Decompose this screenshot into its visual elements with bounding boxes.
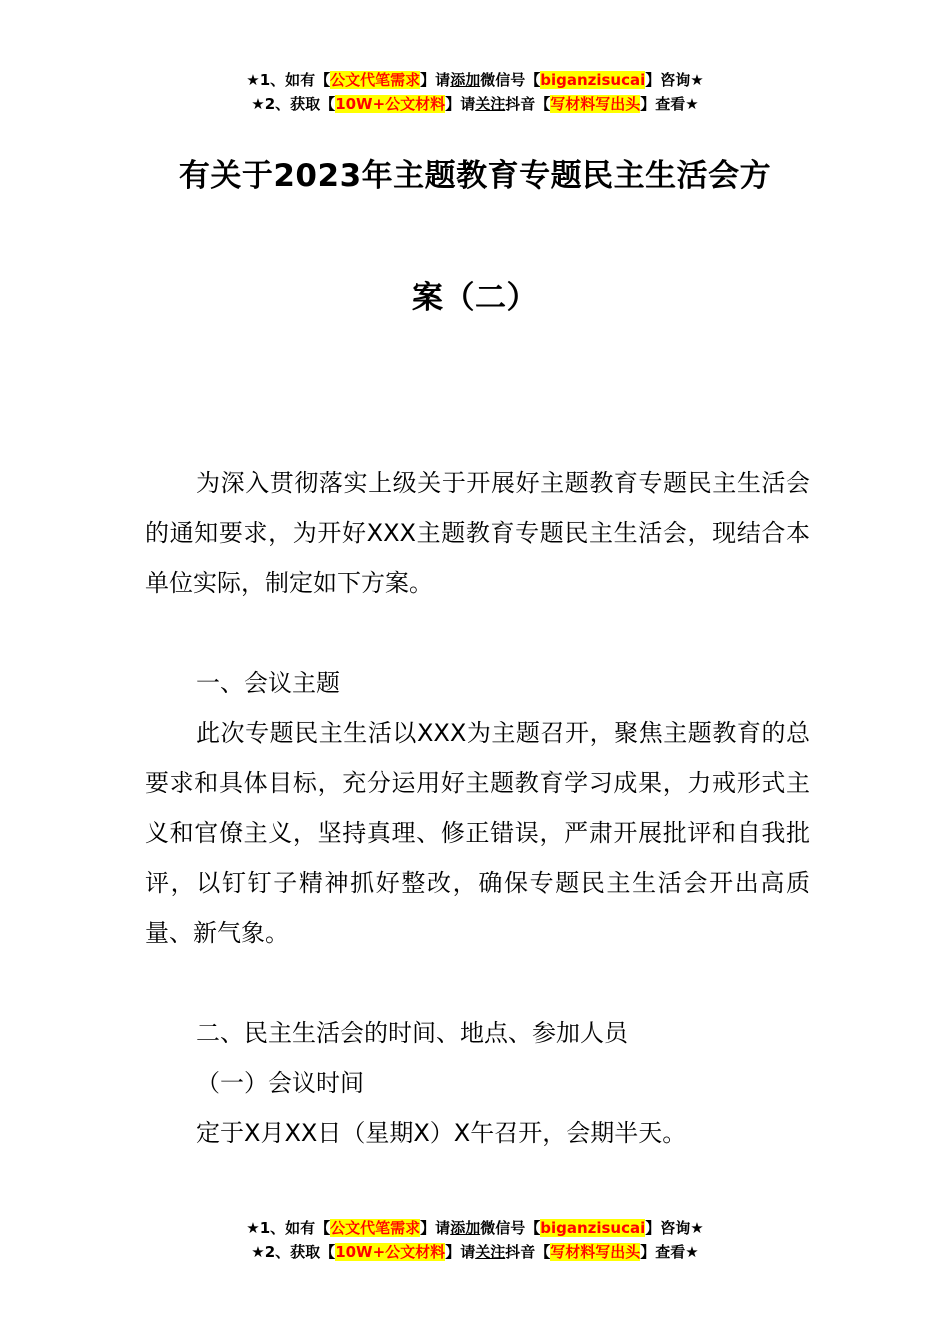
promo-line-2 (0, 92, 950, 116)
promo-highlight: 公文代笔需求 (330, 71, 421, 89)
promo-highlight: 写材料写出头 (550, 95, 641, 113)
promo-text: 】请 (445, 1243, 476, 1261)
section-1-paragraph: 此次专题民主生活以XXX为主题召开，聚焦主题教育的总要求和具体目标，充分运用好主题教育学习成果，力戒形式主义和官僚主义，坚持真理、修正错误，严肃开展批评和自我批评，以钉钉子精神抓好整改，确保专题民主生活会开出高质量、新气象。 (145, 719, 810, 947)
promo-text: 】请 (445, 95, 476, 113)
promo-text: ★1、如有【 (246, 1219, 331, 1237)
promo-underlined: 添加 (450, 71, 481, 89)
promo-text: ★2、获取【 (251, 95, 336, 113)
promo-text: 微信号【 (480, 1219, 541, 1237)
promo-text: ★2、获取【 (251, 1243, 336, 1261)
document-title-line-1: 有关于2023年主题教育专题民主生活会方 (178, 158, 772, 194)
promo-highlight: 10W+公文材料 (335, 95, 446, 113)
promo-text: 】咨询★ (645, 71, 704, 89)
promo-text: ★1、如有【 (246, 71, 331, 89)
bottom-promo-banner (0, 1216, 950, 1264)
document-title-line-2: 案（二） (412, 280, 538, 316)
top-promo-banner (0, 68, 950, 116)
promo-text: 微信号【 (480, 71, 541, 89)
promo-highlight: 10W+公文材料 (335, 1243, 446, 1261)
promo-line-1 (0, 68, 950, 92)
promo-underlined: 关注 (475, 1243, 506, 1261)
promo-underlined: 关注 (475, 95, 506, 113)
section-1-heading: 一、会议主题 (196, 669, 340, 697)
document-body (145, 458, 810, 1158)
promo-line-1 (0, 1216, 950, 1240)
promo-underlined: 添加 (450, 1219, 481, 1237)
promo-line-2 (0, 1240, 950, 1264)
intro-paragraph: 为深入贯彻落实上级关于开展好主题教育专题民主生活会的通知要求，为开好XXX主题教育专题民主生活会，现结合本单位实际，制定如下方案。 (145, 469, 810, 597)
promo-text: 】咨询★ (645, 1219, 704, 1237)
promo-text: 抖音【 (505, 1243, 551, 1261)
section-2-heading: 二、民主生活会的时间、地点、参加人员 (196, 1019, 628, 1047)
promo-text: 】查看★ (640, 1243, 699, 1261)
section-2-subheading: （一）会议时间 (196, 1069, 364, 1097)
promo-text: 】请 (420, 1219, 451, 1237)
section-2-sub-paragraph: 定于X月XX日（星期X）X午召开，会期半天。 (196, 1119, 687, 1147)
promo-highlight: 公文代笔需求 (330, 1219, 421, 1237)
promo-highlight: biganzisucai (540, 71, 646, 89)
promo-text: 抖音【 (505, 95, 551, 113)
promo-text: 】请 (420, 71, 451, 89)
promo-highlight: 写材料写出头 (550, 1243, 641, 1261)
promo-highlight: biganzisucai (540, 1219, 646, 1237)
promo-text: 】查看★ (640, 95, 699, 113)
